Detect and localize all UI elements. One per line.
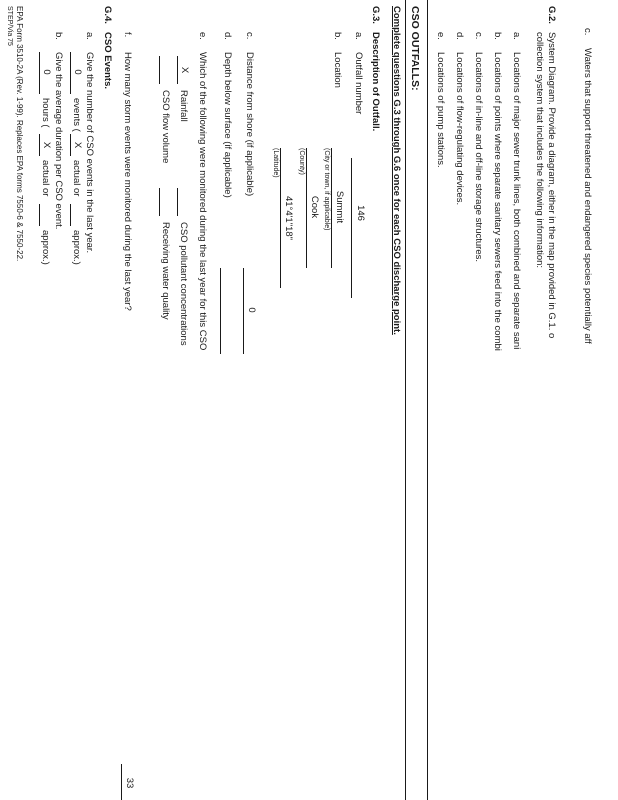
g4-number: G.4.: [102, 6, 113, 24]
g3-d-label: Depth below surface (if applicable): [222, 52, 233, 198]
receiving-check-line: [159, 188, 160, 216]
latitude-value: 41°4'1"18": [283, 195, 294, 241]
rainfall-check-mark: X: [179, 66, 190, 74]
rainfall-check-line: [177, 56, 178, 84]
monitor-rainfall-label: Rainfall: [178, 90, 189, 122]
county-caption: (County): [298, 148, 305, 175]
g3-d-marker: d.: [222, 32, 233, 40]
g2-item-a-marker: a.: [511, 32, 522, 40]
events-actual-check-line: [70, 134, 71, 156]
hours-actual-check-mark: X: [41, 141, 52, 149]
complete-questions-line: Complete questions G.3 through G.6 once for each CSO discharge point.: [391, 6, 402, 335]
g2-item-d-text: Locations of flow-regulating devices.: [454, 52, 465, 206]
g3-title: Description of Outfall.: [370, 32, 381, 132]
g3-f-marker: f.: [122, 32, 133, 38]
hours-actual-label: actual or: [40, 160, 51, 197]
county-line: [306, 148, 307, 268]
g3-a-marker: a.: [353, 32, 364, 40]
events-paren-label: events (: [71, 98, 82, 132]
outfall-number-value: 146: [355, 205, 366, 221]
g2-item-e-text: Locations of pump stations.: [435, 52, 446, 168]
county-value: Cook: [309, 195, 320, 219]
g2-item-b-text: Locations of points where separate sanitary sewers feed into the combi: [492, 52, 503, 351]
hours-approx-check-line: [39, 204, 40, 226]
g4-b-label: Give the average duration per CSO event.: [53, 52, 64, 230]
cso-events-count-line: [70, 52, 71, 94]
g3-number: G.3.: [370, 6, 381, 24]
g3-f-label: How many storm events were monitored during the last year?: [122, 52, 133, 311]
g3-b-label: Location: [332, 52, 343, 88]
g3-e-marker: e.: [197, 32, 208, 40]
hours-approx-label: approx.): [40, 230, 51, 265]
header-rule-top: [427, 0, 428, 800]
g3-c-marker: c.: [244, 32, 255, 40]
storm-events-line: [121, 764, 122, 800]
events-approx-label: approx.): [71, 230, 82, 265]
avg-duration-value: 0: [41, 69, 52, 75]
g3-b-marker: b.: [332, 32, 343, 40]
latitude-line: [280, 148, 281, 288]
depth-line: [220, 268, 221, 354]
g1-c-text: Waters that support threatened and endangered species potentially aff: [582, 48, 593, 344]
events-approx-check-line: [70, 204, 71, 226]
g4-title: CSO Events.: [102, 32, 113, 90]
g2-item-c-marker: c.: [473, 32, 484, 40]
g2-item-c-text: Locations of in-line and off-line storage structures.: [473, 52, 484, 262]
events-actual-check-mark: X: [72, 141, 83, 149]
g4-b-marker: b.: [53, 32, 64, 40]
pollutant-check-line: [177, 188, 178, 216]
storm-events-monitored-value: 33: [124, 777, 135, 789]
g3-e-label: Which of the following were monitored during the last year for this CSO: [197, 52, 208, 351]
monitor-receiving-label: Receiving water quality: [160, 222, 171, 320]
outfall-number-line: [351, 158, 352, 298]
distance-line: [243, 268, 244, 354]
latitude-caption: (Latitude): [272, 148, 279, 178]
g4-a-marker: a.: [84, 32, 95, 40]
cso-outfalls-header: CSO OUTFALLS:: [409, 6, 421, 91]
avg-duration-line: [39, 52, 40, 94]
cso-events-count-value: 0: [72, 69, 83, 75]
distance-from-shore-value: 0: [246, 307, 257, 313]
g4-a-label: Give the number of CSO events in the last year.: [84, 52, 95, 254]
g2-item-a-text: Locations of major sewer trunk lines, both combined and separate sani: [511, 52, 522, 350]
monitor-pollutant-label: CSO pollutant concentrations: [178, 222, 189, 346]
footer-form-number: EPA Form 3510-2A (Rev. 1-99). Replaces EPA forms 7550-6 & 7550-22.: [15, 6, 24, 262]
g3-c-label: Distance from shore (if applicable): [244, 52, 255, 197]
hours-actual-check-line: [39, 134, 40, 156]
flow-volume-check-line: [159, 56, 160, 84]
g2-number: G.2.: [546, 6, 557, 24]
g2-line1: System Diagram. Provide a diagram, either in the map provided in G.1. o: [546, 32, 557, 339]
city-line: [331, 148, 332, 268]
g3-a-label: Outfall number: [353, 52, 364, 115]
hours-paren-label: hours (: [40, 98, 51, 128]
events-actual-label: actual or: [71, 160, 82, 197]
g2-line2: collection system that includes the following information:: [534, 32, 545, 269]
g2-item-b-marker: b.: [492, 32, 503, 40]
header-rule-mid: [405, 0, 406, 800]
monitor-flow-volume-label: CSO flow volume: [160, 90, 171, 164]
g2-item-e-marker: e.: [435, 32, 446, 40]
city-value: Summit: [334, 190, 345, 224]
g2-item-d-marker: d.: [454, 32, 465, 40]
footer-page-number: STEP/Via 75: [6, 6, 13, 46]
g1-c-marker: c.: [582, 28, 593, 36]
city-caption: (City or town, if applicable): [323, 148, 330, 231]
